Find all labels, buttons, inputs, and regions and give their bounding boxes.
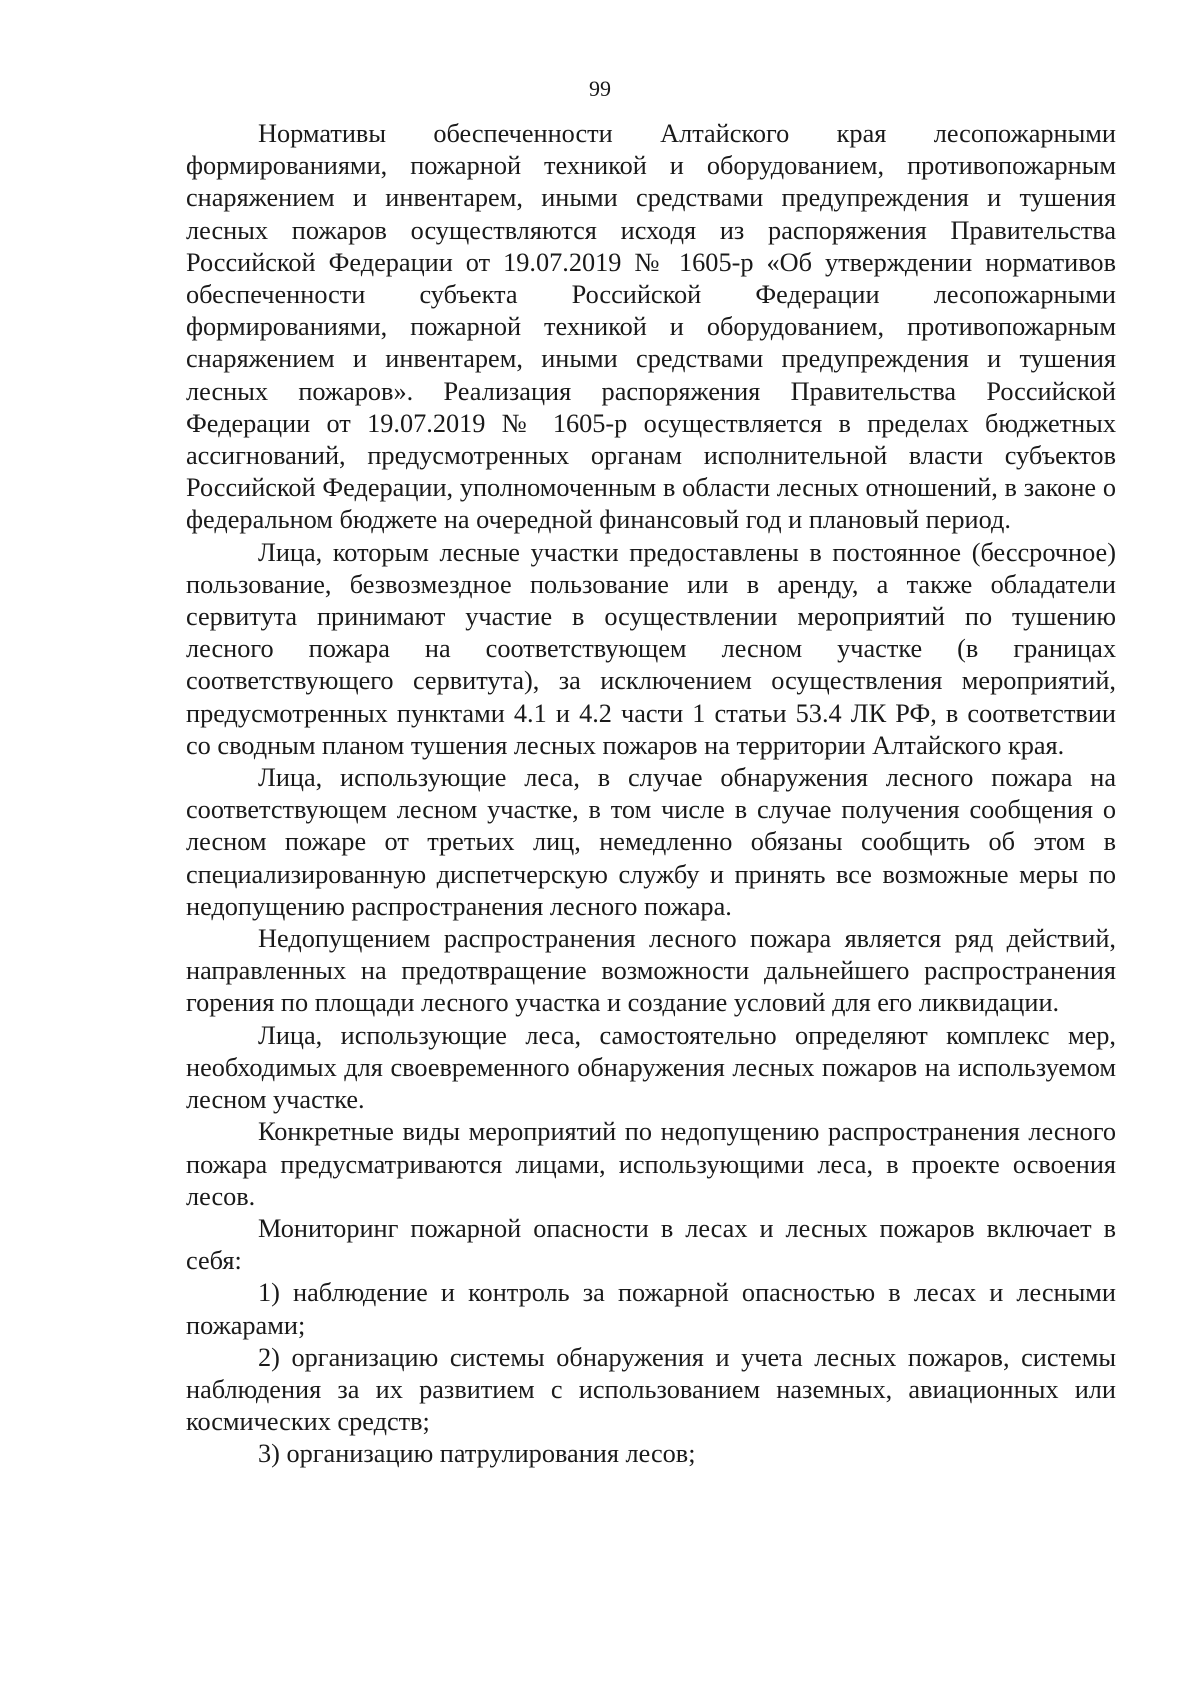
paragraph-fire-equipment-norms: Нормативы обеспеченности Алтайского края лесопожарными формированиями, пожарной техникой и оборудованием, противопожарным снаряжением и инвентарем, иными средствами предупреждения и тушения лесных пожаров осуществляются исходя из распоряжения Правительства Российской Федерации от 19.07.2019 № 1605-р «Об утверждении нормативов обеспеченности субъекта Российской Федерации лесопожарными формированиями, пожарной техникой и оборудованием, противопожарным снаряжением и инвентарем, иными средствами предупреждения и тушения лесных пожаров». Реализация распоряжения Правительства Российской Федерации от 19.07.2019 № 1605-р осуществляется в пределах бюджетных ассигнований, предусмотренных органам исполнительной власти субъектов Российской Федерации, уполномоченным в области лесных отношений, в законе о федеральном бюджете на очередной финансовый год и плановый период.: [186, 119, 1116, 535]
page-number: 99: [589, 76, 611, 101]
list-item-detection-system: 2) организацию системы обнаружения и учета лесных пожаров, системы наблюдения за их развитием с использованием наземных, авиационных или космических средств;: [186, 1342, 1116, 1437]
paragraph-forest-development-project: Конкретные виды мероприятий по недопущению распространения лесного пожара предусматриваются лицами, использующими леса, в проекте освоения лесов.: [186, 1117, 1116, 1211]
paragraph-fire-reporting-duty: Лица, использующие леса, в случае обнаружения лесного пожара на соответствующем лесном участке, в том числе в случае получения сообщения о лесном пожаре от третьих лиц, немедленно обязаны сообщить об этом в специализированную диспетчерскую службу и принять все возможные меры по недопущению распространения лесного пожара.: [186, 763, 1116, 921]
paragraph-detection-measures: Лица, использующие леса, самостоятельно определяют комплекс мер, необходимых для своевременного обнаружения лесных пожаров на используемом лесном участке.: [186, 1020, 1116, 1115]
list-item-observation: 1) наблюдение и контроль за пожарной опасностью в лесах и лесными пожарами;: [186, 1278, 1116, 1340]
list-item-patrolling: 3) организацию патрулирования лесов;: [258, 1439, 696, 1469]
paragraph-land-users-firefighting: Лица, которым лесные участки предоставлены в постоянное (бессрочное) пользование, безвозмездное пользование или в аренду, а также обладатели сервитута принимают участие в осуществлении мероприятий по тушению лесного пожара на соответствующем лесном участке (в границах соответствующего сервитута), за исключением осуществления мероприятий, предусмотренных пунктами 4.1 и 4.2 части 1 статьи 53.4 ЛК РФ, в соответствии со сводным планом тушения лесных пожаров на территории Алтайского края.: [186, 537, 1116, 760]
paragraph-monitoring-intro: Мониторинг пожарной опасности в лесах и лесных пожаров включает в себя:: [186, 1213, 1116, 1276]
paragraph-fire-spread-prevention: Недопущением распространения лесного пожара является ряд действий, направленных на предотвращение возможности дальнейшего распространения горения по площади лесного участка и создание условий для его ликвидации.: [186, 924, 1116, 1018]
document-body: [186, 118, 1116, 1471]
